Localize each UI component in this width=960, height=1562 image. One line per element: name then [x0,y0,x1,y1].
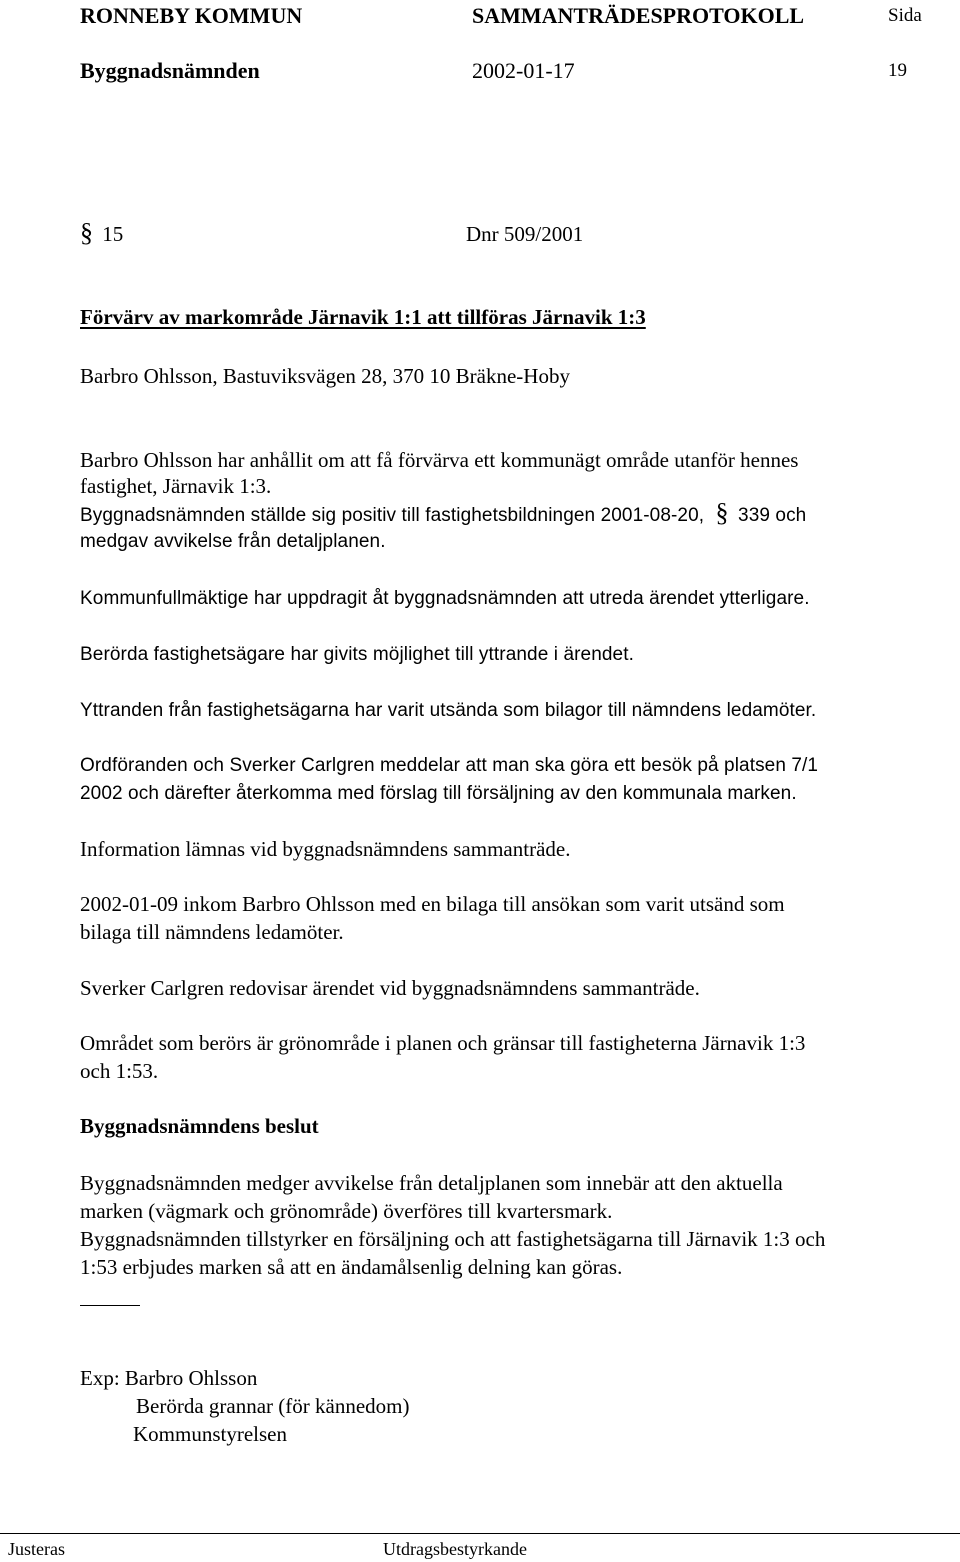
paragraph-7-line-1: 2002-01-09 inkom Barbro Ohlsson med en bilaga till ansökan som varit utsänd som [80,892,785,916]
footer-justeras: Justeras [8,1539,65,1559]
decision-line-2: marken (vägmark och grönområde) överföres till kvartersmark. [80,1199,613,1223]
decision-line-3: Byggnadsnämnden tillstyrker en försäljning och att fastighetsägarna till Järnavik 1:3 och [80,1227,826,1251]
paragraph-1-line-3 [80,500,806,530]
paragraph-3: Berörda fastighetsägare har givits möjlighet till yttrande i ärendet. [80,644,634,665]
document-type: SAMMANTRÄDESPROTOKOLL [472,3,805,28]
section-symbol: § [80,218,93,247]
paragraph-1-line-3-ref: 339 och [738,505,807,526]
municipality-name: RONNEBY KOMMUN [80,3,303,28]
paragraph-5-line-2: 2002 och därefter återkomma med förslag till försäljning av den kommunala marken. [80,783,797,804]
distribution-recipient-3: Kommunstyrelsen [133,1422,287,1446]
applicant-address: Barbro Ohlsson, Bastuviksvägen 28, 370 10 Bräkne-Hoby [80,364,570,388]
distribution-recipient-2: Berörda grannar (för kännedom) [136,1394,410,1418]
paragraph-8: Sverker Carlgren redovisar ärendet vid byggnadsnämndens sammanträde. [80,976,700,1000]
decision-line-4: 1:53 erbjudes marken så att en ändamålsenlig delning kan göras. [80,1255,623,1279]
diary-number: Dnr 509/2001 [466,222,584,246]
paragraph-9-line-1: Området som berörs är grönområde i planen och gränsar till fastigheterna Järnavik 1:3 [80,1031,806,1055]
case-title: Förvärv av markområde Järnavik 1:1 att tillföras Järnavik 1:3 [80,305,646,329]
paragraph-9-line-2: och 1:53. [80,1059,159,1083]
paragraph-7-line-2: bilaga till nämndens ledamöter. [80,920,344,944]
paragraph-4: Yttranden från fastighetsägarna har varit utsända som bilagor till nämndens ledamöter. [80,700,817,721]
paragraph-1-line-1: Barbro Ohlsson har anhållit om att få förvärva ett kommunägt område utanför hennes [80,448,799,472]
footer-divider [0,1533,960,1534]
page-label: Sida [888,5,922,26]
section-symbol-inline: § [715,498,729,527]
decision-heading: Byggnadsnämndens beslut [80,1114,319,1138]
paragraph-2: Kommunfullmäktige har uppdragit åt byggnadsnämnden att utreda ärendet ytterligare. [80,588,810,609]
distribution-label: Exp: Barbro Ohlsson [80,1366,258,1390]
paragraph-1-line-4: medgav avvikelse från detaljplanen. [80,531,386,552]
paragraph-5-line-1: Ordföranden och Sverker Carlgren meddelar att man ska göra ett besök på platsen 7/1 [80,755,819,776]
footer-utdragsbestyrkande: Utdragsbestyrkande [383,1539,527,1559]
paragraph-1-line-2: fastighet, Järnavik 1:3. [80,474,272,498]
paragraph-6: Information lämnas vid byggnadsnämndens sammanträde. [80,837,571,861]
short-divider [80,1305,140,1306]
board-name: Byggnadsnämnden [80,58,260,83]
paragraph-1-line-3-text: Byggnadsnämnden ställde sig positiv till fastighetsbildningen 2001-08-20, [80,505,705,526]
decision-line-1: Byggnadsnämnden medger avvikelse från detaljplanen som innebär att den aktuella [80,1171,783,1195]
section-number [80,220,123,249]
page-number: 19 [888,60,907,81]
section-number-value: 15 [102,222,124,246]
meeting-date: 2002-01-17 [472,58,575,83]
